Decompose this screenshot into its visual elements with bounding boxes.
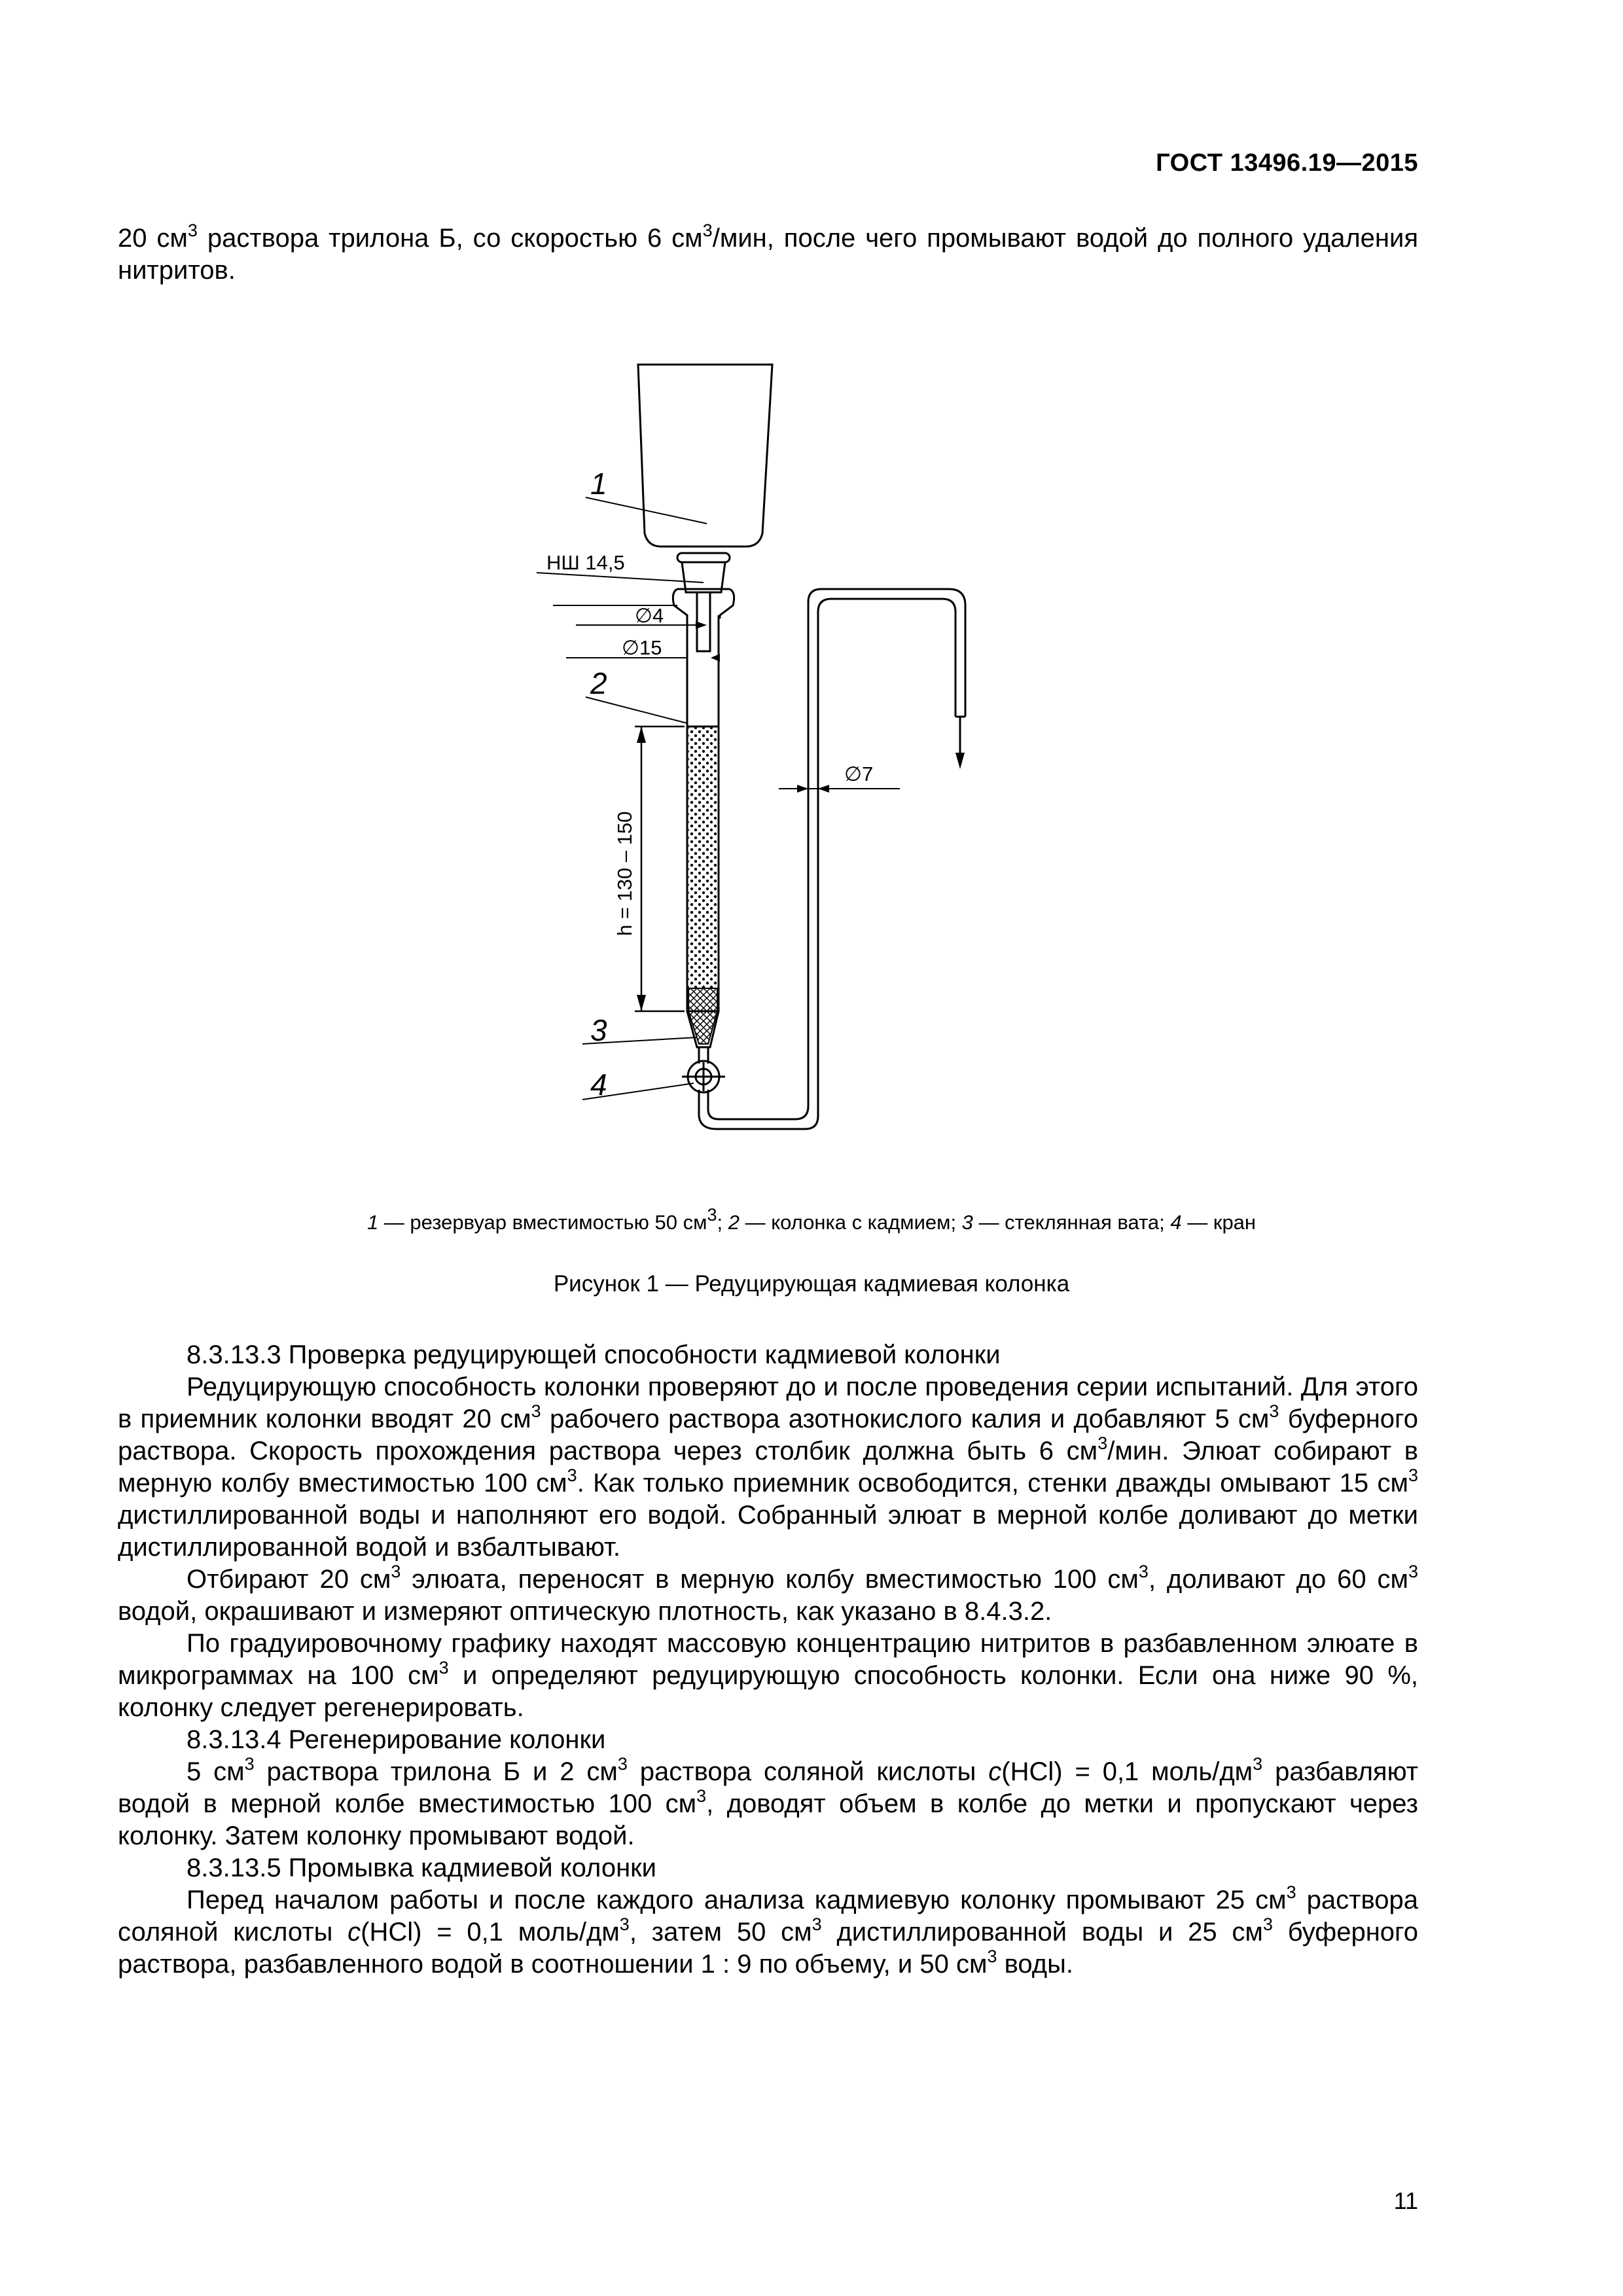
page-number: 11 (1393, 2187, 1418, 2214)
label-height: h = 130 – 150 (613, 811, 636, 936)
label-2: 2 (590, 666, 607, 700)
reservoir (638, 365, 772, 547)
intro-paragraph: 20 $см^3$ раствора трилона Б, со скоростью 6 $см^3$/мин, после чего промывают водой до полного удаления нитритов. (118, 220, 1418, 285)
main-text (118, 1339, 1418, 1981)
label-3: 3 (590, 1013, 607, 1047)
paragraph: 5 $см^3$ раствора трилона Б и 2 $см^3$ раствора соляной кислоты c(HCl) = 0,1 моль/$дм^3$ разбавляют водой в мерной колбе вместимостью 100 $см^3$, доводят объем в колбе до метки и пропускают через колонку. Затем колонку промывают водой. (118, 1753, 1419, 1850)
inlet-tube (697, 592, 710, 651)
column-head (673, 589, 734, 619)
flow-arrow-icon (955, 753, 965, 769)
paragraph: Перед началом работы и после каждого анализа кадмиевую колонку промывают 25 $см^3$ раствора соляной кислоты c(HCl) = 0,1 моль/$дм^3$, затем 50 $см^3$ дистиллированной воды и 25 $см^3$ буферного раствора, разбавленного водой в соотношении 1 : 9 по объему, и 50 $см^3$ воды. (118, 1882, 1419, 1979)
outlet-tube (762, 599, 955, 1129)
label-d4: ∅4 (635, 604, 664, 627)
cadmium-packing (688, 726, 717, 988)
paragraph: По градуировочному графику находят массовую концентрацию нитритов в разбавленном элюате в микрограммах на 100 $см^3$ и определяют редуцирующую способность колонки. Если она ниже 90 %, колонку следует регенерировать. (118, 1629, 1419, 1722)
paragraph: Отбирают 20 $см^3$ элюата, переносят в мерную колбу вместимостью 100 $см^3$, доливают до 60 $см^3$ водой, окрашивают и измеряют оптическую плотность, как указано в 8.4.3.2. (118, 1561, 1419, 1626)
paragraph: Редуцирующую способность колонки проверяют до и после проведения серии испытаний. Для этого в приемник колонки вводят 20 $см^3$ рабочего раствора азотнокислого калия и добавляют 5 $см^3$ буферного раствора. Скорость прохождения раствора через столбик должна быть 6 $см^3$/мин. Элюат собирают в мерную колбу вместимостью 100 $см^3$. Как только приемник освободится, стенки дважды омывают 15 $см^3$ дистиллированной воды и наполняют его водой. Собранный элюат в мерной колбе доливают до метки дистиллированной водой и взбалтывают. (118, 1372, 1419, 1562)
label-ns: НШ 14,5 (546, 551, 625, 574)
ground-joint (682, 562, 725, 592)
section-heading-3: 8.3.13.5 Промывка кадмиевой колонки (187, 1854, 657, 1882)
section-heading-2: 8.3.13.4 Регенерирование колонки (187, 1725, 606, 1754)
label-d7: ∅7 (844, 762, 874, 785)
ground-joint-ring (677, 553, 730, 562)
cadmium-column-figure (537, 357, 1008, 1155)
label-4: 4 (590, 1067, 607, 1102)
figure-legend: 1 — резервуар вместимостью 50 $см^3$; 2 — колонка с кадмием; 3 — стеклянная вата; 4 — кран (366, 1204, 1257, 1234)
document-header: ГОСТ 13496.19—2015 (1156, 149, 1418, 177)
label-1: 1 (590, 467, 607, 501)
section-heading-1: 8.3.13.3 Проверка редуцирующей способности кадмиевой колонки (187, 1340, 1001, 1369)
figure-title: Рисунок 1 — Редуцирующая кадмиевая колонка (553, 1271, 1070, 1297)
label-d15: ∅15 (622, 636, 662, 659)
